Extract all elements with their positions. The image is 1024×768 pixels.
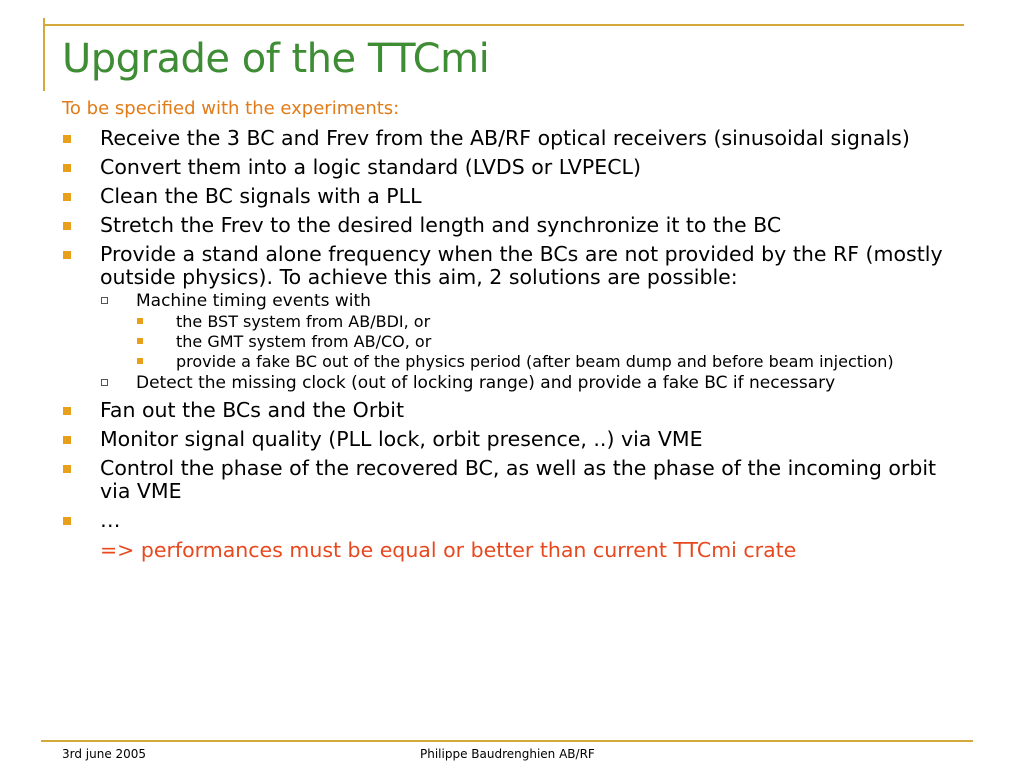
bullet-text: … — [100, 508, 121, 532]
square-bullet-icon — [63, 135, 71, 143]
bullet-text: Convert them into a logic standard (LVDS or LVPECL) — [100, 155, 641, 179]
sub-sub-bullet-item — [62, 332, 967, 351]
square-bullet-icon — [63, 517, 71, 525]
square-bullet-icon — [63, 436, 71, 444]
square-bullet-icon — [63, 164, 71, 172]
bullet-item — [62, 156, 967, 179]
bullet-item — [62, 428, 967, 451]
bullet-item — [62, 185, 967, 208]
bullet-text: Receive the 3 BC and Frev from the AB/RF optical receivers (sinusoidal signals) — [100, 126, 910, 150]
bullet-text: Provide a stand alone frequency when the BCs are not provided by the RF (mostly outside physics). To achieve this aim, 2 solutions are possible: — [100, 242, 943, 289]
square-bullet-icon — [137, 358, 143, 364]
bullet-text: Fan out the BCs and the Orbit — [100, 398, 404, 422]
footer-date: 3rd june 2005 — [62, 747, 147, 761]
square-bullet-icon — [137, 318, 143, 324]
square-bullet-icon — [63, 407, 71, 415]
frame-top-line — [43, 24, 964, 26]
square-bullet-icon — [63, 222, 71, 230]
bullet-item — [62, 399, 967, 422]
bullet-item — [62, 127, 967, 150]
slide-content — [62, 97, 967, 562]
square-bullet-icon — [63, 193, 71, 201]
square-bullet-icon — [63, 465, 71, 473]
square-bullet-icon — [137, 338, 143, 344]
sub-sub-bullet-text: the GMT system from AB/CO, or — [176, 332, 432, 351]
bullet-item — [62, 457, 967, 503]
bullet-text: Monitor signal quality (PLL lock, orbit presence, ..) via VME — [100, 427, 703, 451]
sub-bullet-text: Machine timing events with — [136, 291, 371, 311]
sub-sub-bullet-text: provide a fake BC out of the physics period (after beam dump and before beam injection) — [176, 352, 894, 371]
square-bullet-icon — [63, 251, 71, 259]
footer-author: Philippe Baudrenghien AB/RF — [420, 747, 595, 761]
bullet-item — [62, 509, 967, 532]
sub-sub-bullet-item — [62, 312, 967, 331]
slide-title: Upgrade of the TTCmi — [62, 36, 490, 82]
bullet-item — [62, 214, 967, 237]
sub-sub-bullet-item — [62, 352, 967, 371]
sub-bullet-item — [62, 373, 967, 393]
sub-sub-bullet-text: the BST system from AB/BDI, or — [176, 312, 431, 331]
sub-bullet-text: Detect the missing clock (out of locking range) and provide a fake BC if necessary — [136, 373, 836, 393]
bullet-item — [62, 243, 967, 289]
hollow-square-bullet-icon — [101, 379, 108, 386]
frame-bottom-line — [41, 740, 973, 742]
conclusion-text: => performances must be equal or better than current TTCmi crate — [100, 538, 797, 562]
hollow-square-bullet-icon — [101, 297, 108, 304]
bullet-text: Control the phase of the recovered BC, as well as the phase of the incoming orbit via VME — [100, 456, 937, 503]
bullet-text: Stretch the Frev to the desired length and synchronize it to the BC — [100, 213, 782, 237]
frame-left-line — [43, 18, 45, 91]
sub-bullet-item — [62, 291, 967, 311]
slide-subtitle: To be specified with the experiments: — [62, 98, 400, 119]
bullet-text: Clean the BC signals with a PLL — [100, 184, 422, 208]
